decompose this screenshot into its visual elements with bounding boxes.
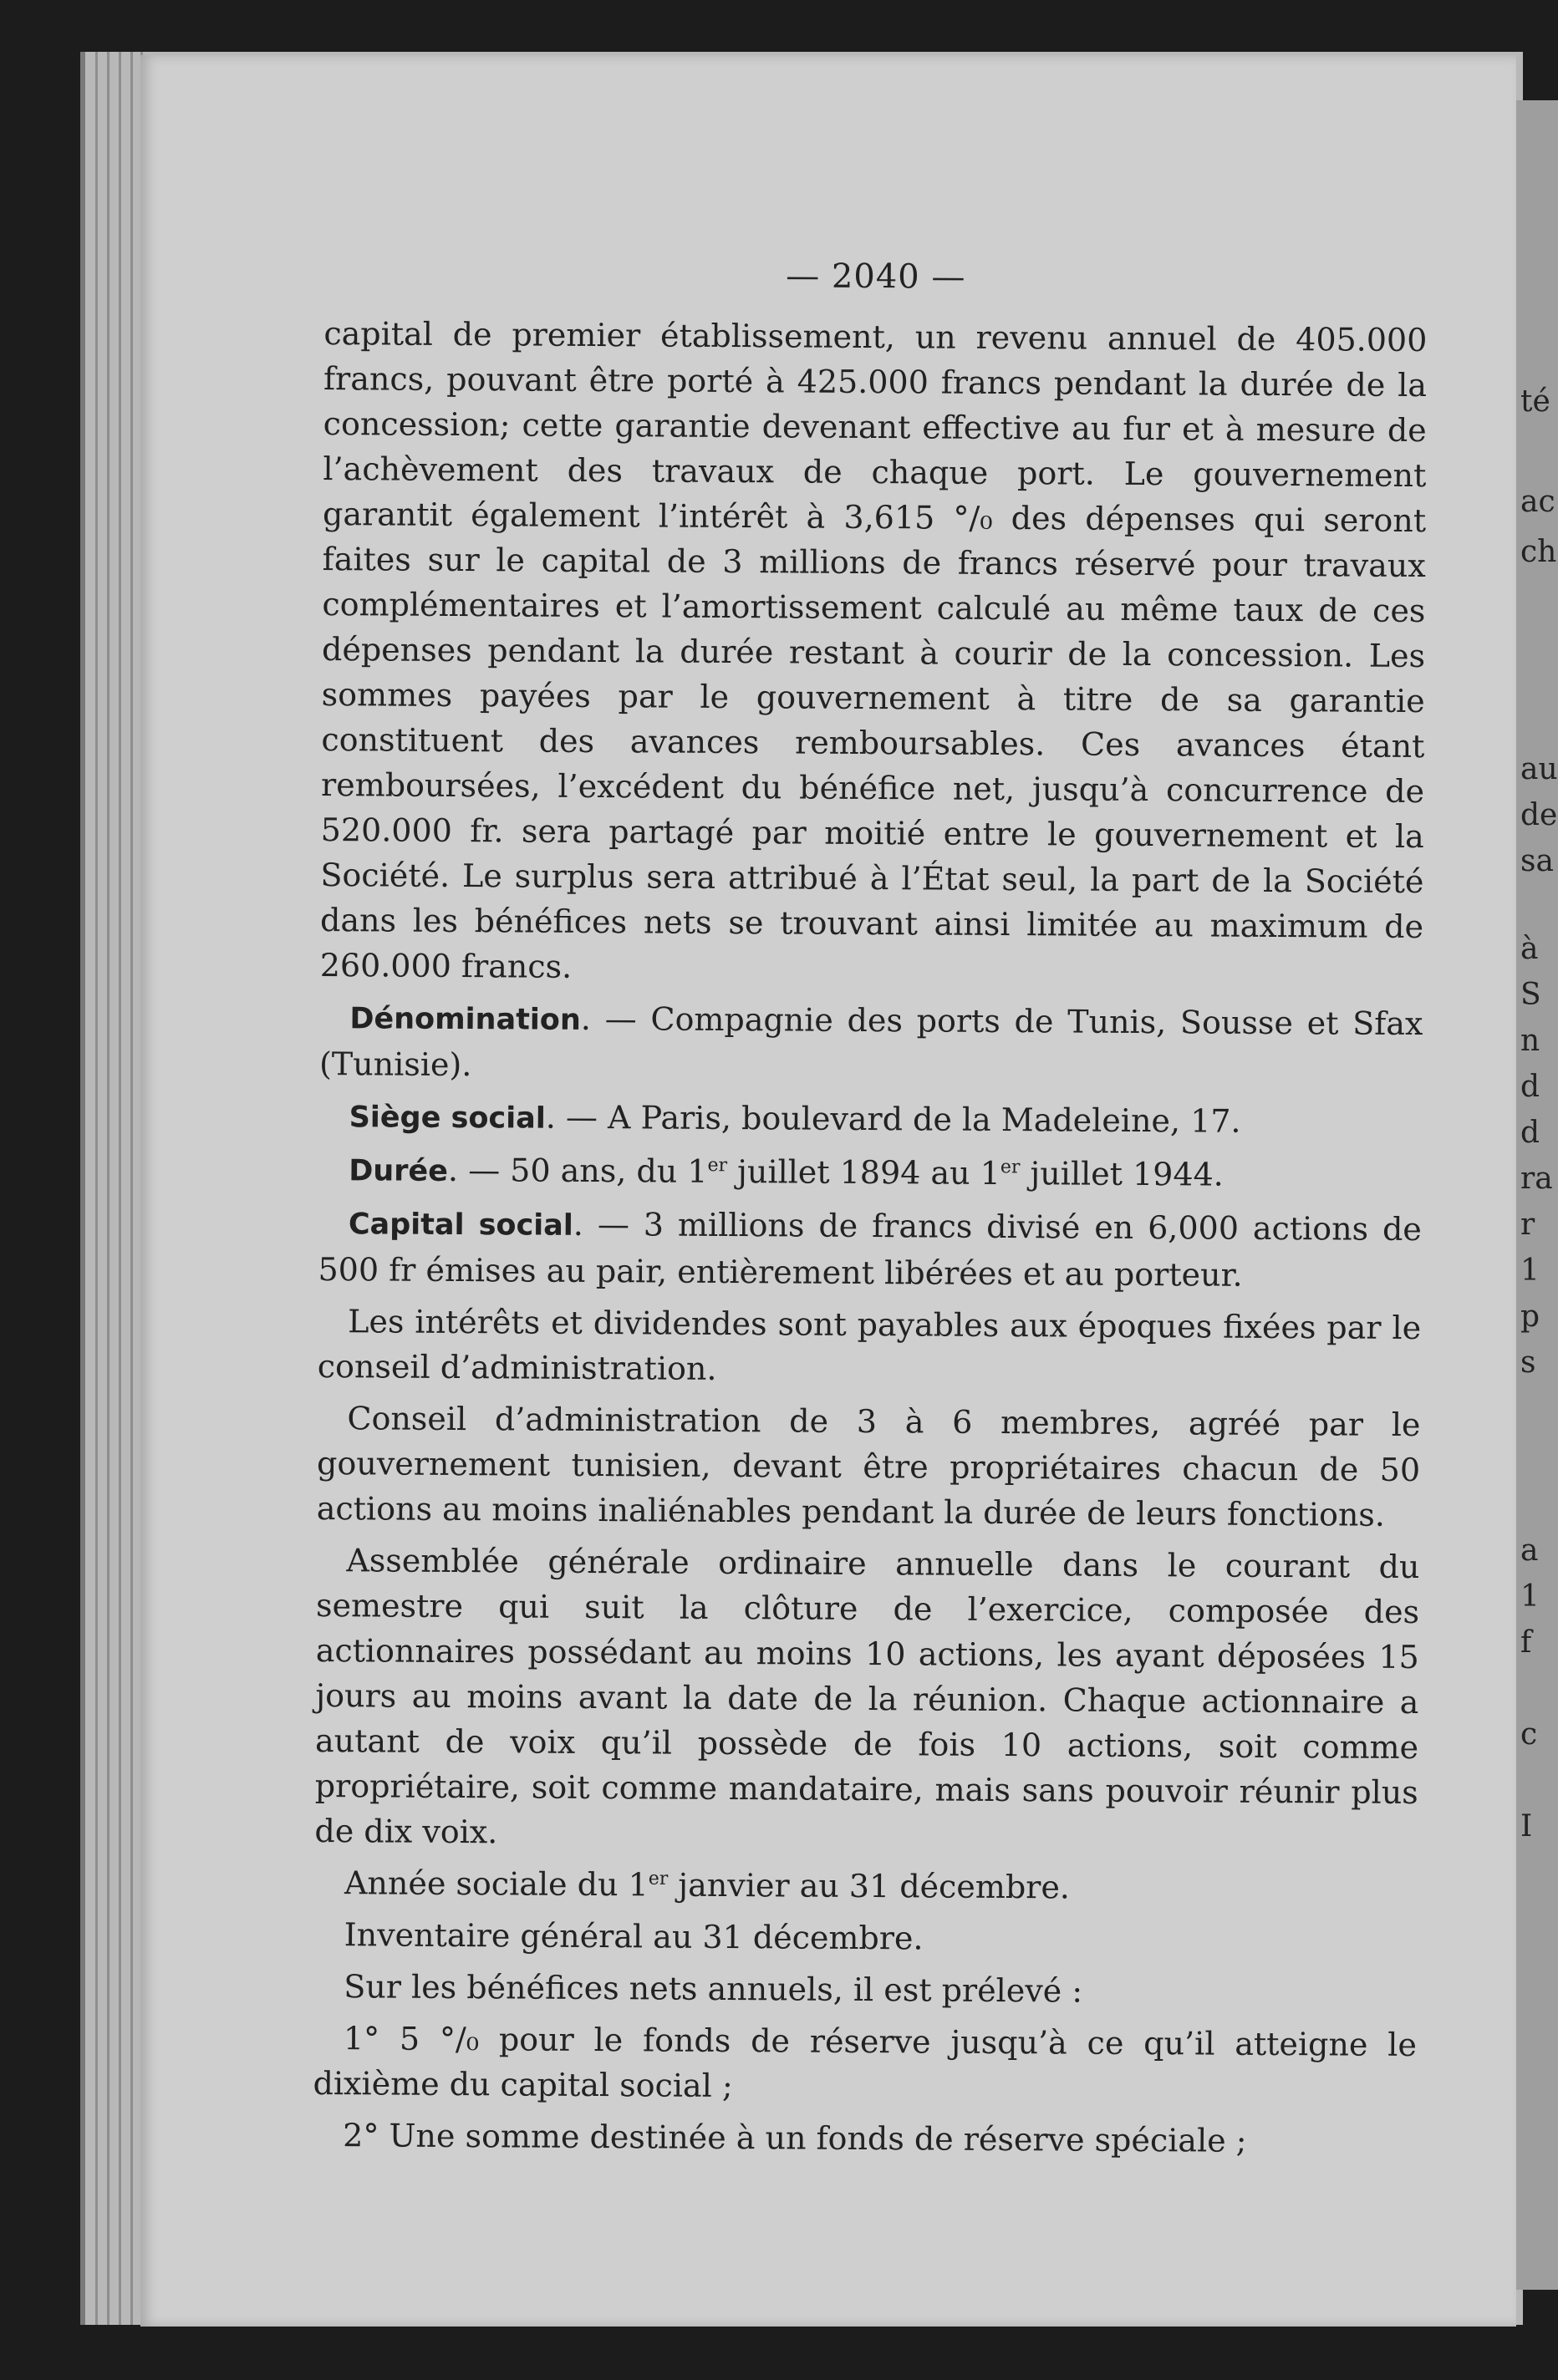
duree-superscript: er [707, 1155, 728, 1177]
next-page-fragment: d [1520, 1070, 1540, 1104]
next-page-fragment: au [1520, 752, 1558, 786]
paragraph-conseil: Conseil d’administration de 3 à 6 membres, agréé par le gouvernement tunisien, devant être propriétaires chacun de 50 actions au moins inaliénables pendant la durée de leurs fonctions. [316, 1400, 1421, 1533]
next-page-edge [1510, 100, 1558, 2290]
next-page-fragment: f [1520, 1625, 1532, 1660]
duree-text: juillet 1944. [1020, 1155, 1224, 1193]
next-page-fragment: de [1520, 798, 1558, 832]
paragraph-interets: Les intérêts et dividendes sont payables aux époques fixées par le conseil d’administration. [317, 1303, 1422, 1387]
next-page-fragment: sa [1520, 844, 1554, 878]
next-page-fragment: té [1520, 384, 1550, 419]
duree-superscript: er [1000, 1157, 1021, 1178]
next-page-fragment: S [1520, 978, 1541, 1012]
page-content [313, 251, 1428, 2171]
paragraph-siege [319, 1093, 1423, 1147]
paragraph-denomination [319, 994, 1423, 1093]
paragraph-annee-sociale [314, 1860, 1418, 1912]
next-page-fragment: ra [1520, 1162, 1553, 1196]
next-page-fragment: p [1520, 1299, 1540, 1334]
duree-label: Durée [349, 1154, 449, 1188]
next-page-fragment: d [1520, 1116, 1540, 1150]
paragraph-item-1: 1° 5 °/₀ pour le fonds de réserve jusqu’à ce qu’il atteigne le dixième du capital social ; [313, 2020, 1418, 2105]
next-page-fragment: c [1520, 1717, 1538, 1752]
annee-superscript: er [648, 1868, 669, 1889]
paragraph-benefices: Sur les bénéfices nets annuels, il est prélevé : [344, 1968, 1083, 2010]
paragraph-duree [318, 1147, 1422, 1200]
next-page-fragment: ac [1520, 485, 1555, 519]
siege-label: Siège social [349, 1101, 546, 1136]
annee-text: Année sociale du 1 [344, 1864, 649, 1904]
duree-text: juillet 1894 au 1 [726, 1152, 1000, 1192]
next-page-fragment: s [1520, 1345, 1536, 1380]
capital-text: . — 3 millions de francs divisé en 6,000 actions de 500 fr émises au pair, entièrement libérées et au porteur. [318, 1205, 1423, 1294]
denomination-text: . — Compagnie des ports de Tunis, Sousse et Sfax (Tunisie). [318, 999, 1423, 1084]
denomination-label: Dénomination [349, 1002, 581, 1037]
next-page-fragment: a [1520, 1533, 1539, 1568]
paragraph-concession: capital de premier établissement, un revenu annuel de 405.000 francs, pouvant être porté à 425.000 francs pendant la durée de la concession; cette garantie devenant effective au fur et à mesure de l’achèvement des travaux de chaque port. Le gouvernement garantit également l’intérêt à 3,615 °/₀ des dépenses qui seront faites sur le capital de 3 millions de francs réservé pour travaux complémentaires et l’amortissement calculé au même taux de ces dépenses pendant la durée restant à courir de la concession. Les sommes payées par le gouvernement à titre de sa garantie constituent des avances remboursables. Ces avances étant remboursées, l’excédent du bénéfice net, jusqu’à concurrence de 520.000 fr. sera partagé par moitié entre le gouvernement et la Société. Le surplus sera attribué à l’État seul, la part de la Société dans les bénéfices nets se trouvant ainsi limitée au maximum de 260.000 francs. [319, 314, 1428, 985]
page-number: — 2040 — [786, 257, 966, 297]
annee-text: janvier au 31 décembre. [668, 1866, 1071, 1906]
next-page-fragment: 1 [1520, 1254, 1540, 1288]
next-page-fragment: n [1520, 1024, 1540, 1058]
paragraph-assemblee: Assemblée générale ordinaire annuelle dans le courant du semestre qui suit la clôture de l’exercice, composée des actionnaires possédant au moins 10 actions, les ayant déposées 15 jours au moins avant la date de la réunion. Chaque actionnaire a autant de voix qu’il possède de fois 10 actions, soit comme propriétaire, soit comme mandataire, mais sans pouvoir réunir plus de dix voix. [314, 1542, 1420, 1851]
next-page-fragment: 1 [1520, 1579, 1540, 1614]
paragraph-capital [318, 1200, 1422, 1299]
next-page-fragment: I [1520, 1809, 1533, 1843]
paragraph-inventaire: Inventaire général au 31 décembre. [344, 1916, 924, 1957]
next-page-fragment: r [1520, 1208, 1535, 1242]
next-page-fragment: à [1520, 932, 1539, 966]
siege-text: . — A Paris, boulevard de la Madeleine, 17. [545, 1098, 1241, 1140]
next-page-fragment: ch [1520, 535, 1557, 569]
paragraph-item-2: 2° Une somme destinée à un fonds de réserve spéciale ; [343, 2117, 1247, 2159]
capital-label: Capital social [348, 1208, 573, 1243]
duree-text: . — 50 ans, du 1 [447, 1151, 708, 1190]
